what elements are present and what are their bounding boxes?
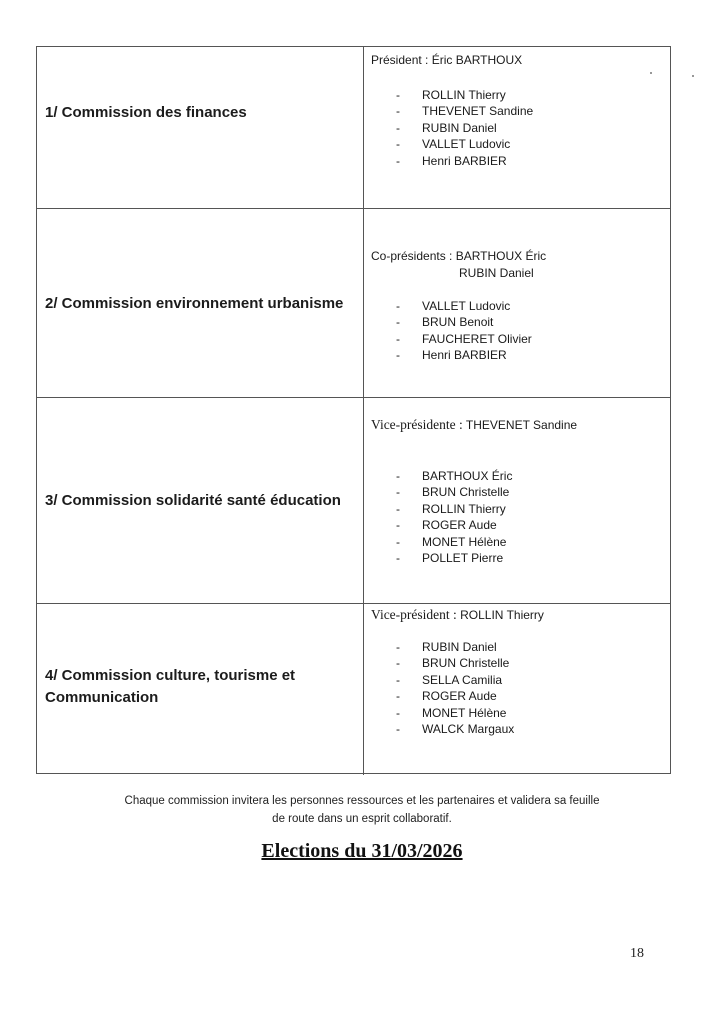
list-item: - BRUN Christelle: [396, 485, 510, 500]
lead-line: [371, 53, 522, 67]
list-item: - VALLET Ludovic: [396, 137, 511, 152]
lead-label: Vice-présidente :: [371, 417, 463, 432]
list-item: - ROLLIN Thierry: [396, 501, 506, 516]
lead-line: [371, 607, 544, 623]
commission-row-environnement: [37, 208, 670, 398]
lead-name: Éric BARTHOUX: [431, 53, 523, 67]
scan-speck: [692, 75, 694, 77]
commission-name-line1: 4/ Commission culture, tourisme et: [45, 667, 296, 684]
commission-name: 1/ Commission des finances: [45, 104, 247, 121]
list-item: - ROLLIN Thierry: [396, 88, 506, 102]
list-item: - Henri BARBIER: [396, 153, 507, 168]
list-item: - ROGER Aude: [396, 518, 497, 533]
footer-note-line1: Chaque commission invitera les personnes ressources et les partenaires et validera sa feuille: [124, 795, 600, 807]
lead-name: ROLLIN Thierry: [460, 608, 544, 622]
column-divider: [363, 47, 364, 208]
commission-name-line2: Communication: [45, 689, 159, 706]
commission-row-solidarite: [37, 397, 670, 604]
lead-label: Vice-président :: [371, 607, 457, 622]
footer-note: [0, 792, 724, 828]
lead-name-2: RUBIN Daniel: [459, 266, 534, 280]
column-divider: [363, 209, 364, 398]
lead-name: THEVENET Sandine: [465, 418, 578, 432]
list-item: - RUBIN Daniel: [396, 120, 497, 135]
column-divider: [363, 398, 364, 604]
member-list: [371, 468, 512, 566]
member-list: [371, 87, 533, 169]
footer-note-line2: de route dans un esprit collaboratif.: [272, 813, 452, 825]
list-item: - BRUN Benoit: [396, 315, 494, 330]
list-item: - BARTHOUX Éric: [396, 469, 513, 483]
member-list: [371, 639, 514, 737]
commission-row-finances: [37, 47, 670, 208]
list-item: - SELLA Camilia: [396, 672, 503, 687]
commission-row-culture: [37, 603, 670, 775]
commission-name: [45, 665, 355, 709]
column-divider: [363, 604, 364, 775]
member-list: [371, 298, 532, 364]
scan-speck: [650, 72, 652, 74]
elections-heading: Elections du 31/03/2026: [261, 840, 463, 862]
list-item: - THEVENET Sandine: [396, 104, 534, 119]
commission-name: 2/ Commission environnement urbanisme: [45, 295, 344, 312]
list-item: - WALCK Margaux: [396, 721, 515, 736]
lead-label: Co-présidents :: [371, 249, 453, 263]
lead-line: [371, 249, 546, 263]
list-item: - RUBIN Daniel: [396, 640, 497, 654]
list-item: - ROGER Aude: [396, 689, 497, 704]
list-item: - Henri BARBIER: [396, 348, 507, 363]
lead-line: [371, 417, 577, 433]
commissions-table: [36, 46, 671, 774]
list-item: - FAUCHERET Olivier: [396, 331, 532, 346]
list-item: - POLLET Pierre: [396, 550, 504, 565]
lead-label: Président :: [371, 53, 429, 67]
page-number: 18: [630, 946, 644, 961]
list-item: - MONET Hélène: [396, 534, 507, 549]
list-item: - BRUN Christelle: [396, 656, 510, 671]
list-item: - MONET Hélène: [396, 705, 507, 720]
list-item: - VALLET Ludovic: [396, 299, 511, 313]
commission-name: 3/ Commission solidarité santé éducation: [45, 492, 341, 509]
lead-name: BARTHOUX Éric: [455, 249, 547, 263]
